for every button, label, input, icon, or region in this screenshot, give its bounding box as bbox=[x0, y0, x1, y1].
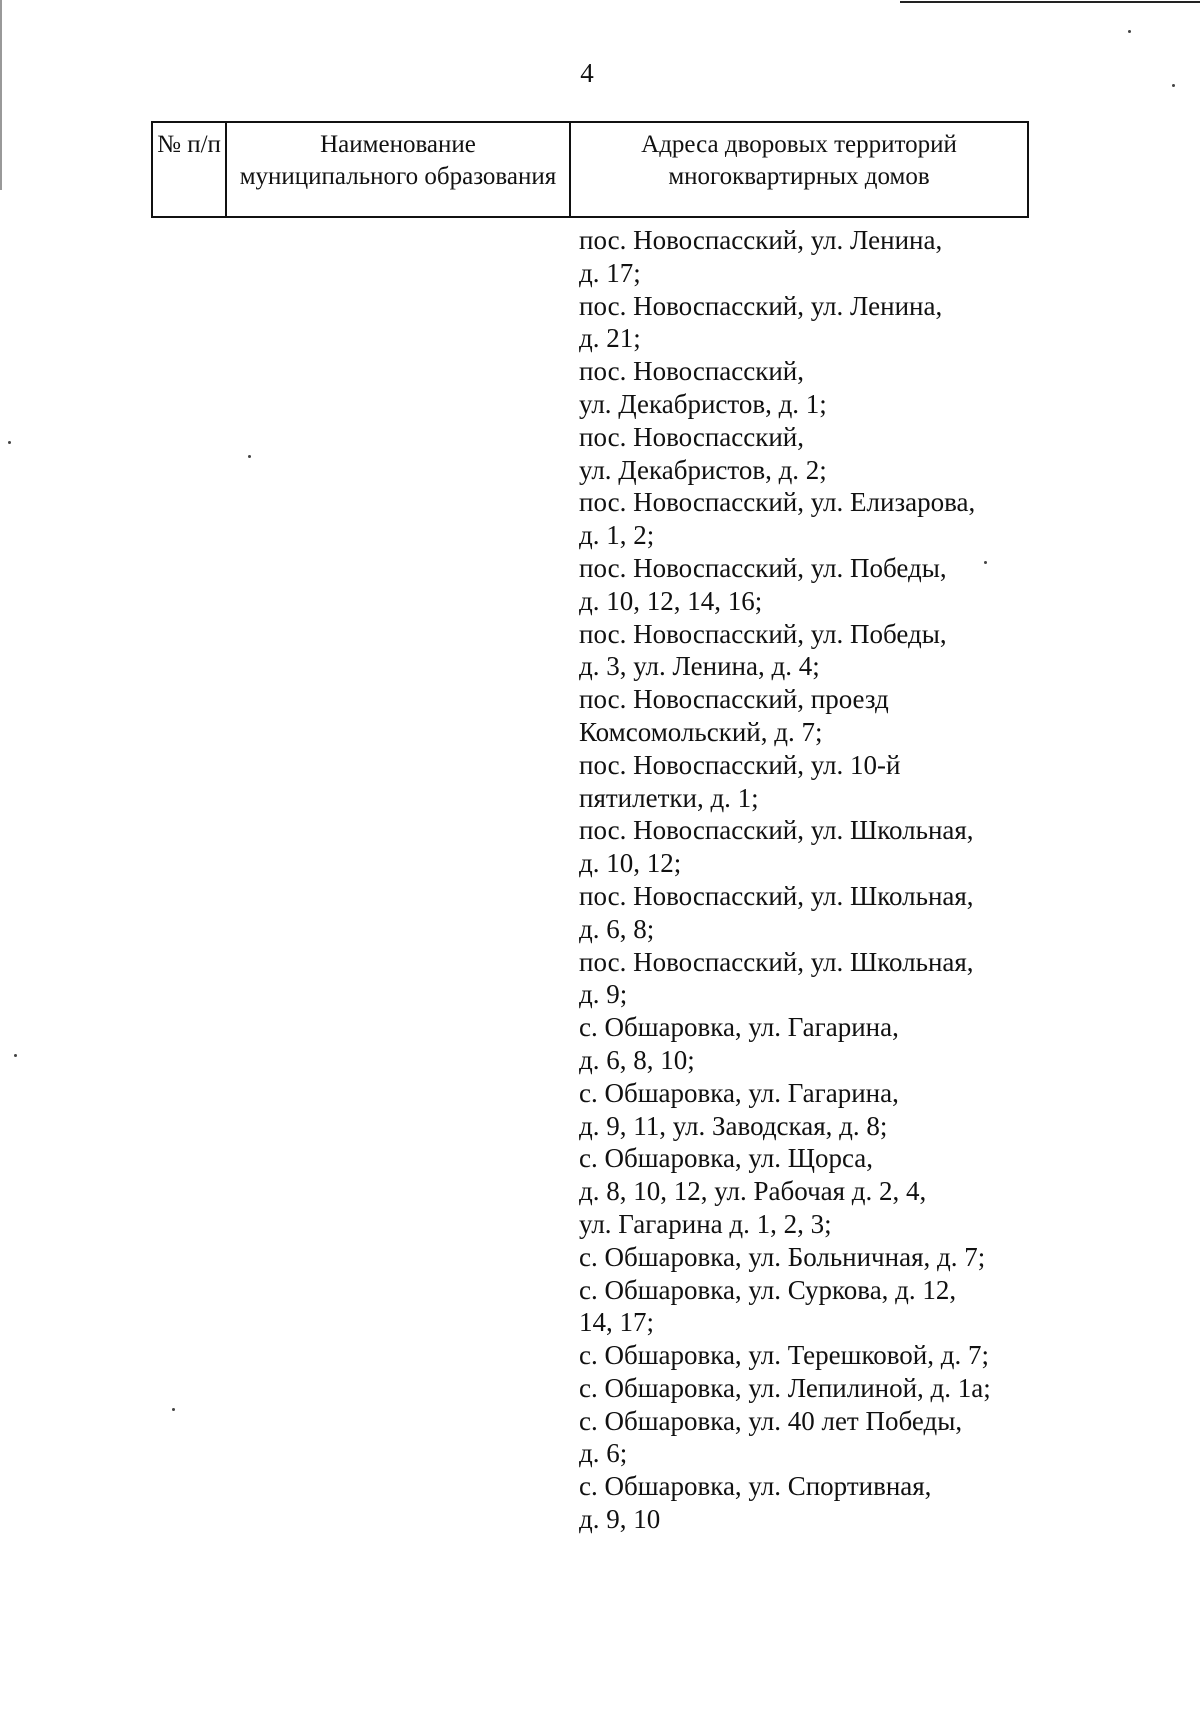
address-line: д. 10, 12, 14, 16; bbox=[579, 585, 763, 616]
address-line: с. Обшаровка, ул. Суркова, д. 12, bbox=[579, 1274, 957, 1305]
scan-speck bbox=[248, 455, 251, 458]
header-municipality: Наименование муниципального образования bbox=[226, 122, 570, 217]
scan-speck bbox=[1172, 84, 1175, 87]
scan-speck bbox=[8, 441, 11, 444]
address-line: д. 9; bbox=[579, 979, 628, 1010]
address-line: 14, 17; bbox=[579, 1307, 655, 1338]
scan-left-edge bbox=[0, 0, 2, 190]
header-number: № п/п bbox=[152, 122, 226, 217]
address-line: с. Обшаровка, ул. Гагарина, bbox=[579, 1012, 899, 1043]
top-edge-rule bbox=[900, 1, 1200, 3]
page-number: 4 bbox=[580, 58, 594, 88]
address-line: д. 17; bbox=[579, 257, 641, 288]
address-line: пос. Новоспасский, ул. Школьная, bbox=[579, 815, 974, 846]
scan-speck bbox=[14, 1054, 17, 1057]
address-line: пос. Новоспасский, ул. Елизарова, bbox=[579, 487, 976, 518]
address-line: ул. Декабристов, д. 2; bbox=[579, 454, 827, 485]
address-line: пос. Новоспасский, ул. Школьная, bbox=[579, 946, 974, 977]
address-line: д. 8, 10, 12, ул. Рабочая д. 2, 4, bbox=[579, 1176, 927, 1207]
address-line: пос. Новоспасский, bbox=[579, 421, 804, 452]
address-line: д. 9, 10 bbox=[579, 1504, 661, 1535]
address-line: пятилетки, д. 1; bbox=[579, 782, 759, 813]
address-line: ул. Гагарина д. 1, 2, 3; bbox=[579, 1208, 832, 1239]
address-line: с. Обшаровка, ул. Щорса, bbox=[579, 1143, 874, 1174]
address-line: с. Обшаровка, ул. Лепилиной, д. 1а; bbox=[579, 1372, 991, 1403]
address-line: д. 10, 12; bbox=[579, 848, 682, 879]
scan-speck bbox=[1128, 30, 1131, 33]
address-line: д. 1, 2; bbox=[579, 520, 655, 551]
address-line: д. 6, 8, 10; bbox=[579, 1044, 695, 1075]
table-header bbox=[151, 121, 1029, 218]
address-line: пос. Новоспасский, ул. 10-й bbox=[579, 749, 901, 780]
address-line: пос. Новоспасский, ул. Победы, bbox=[579, 618, 947, 649]
address-line: пос. Новоспасский, ул. Ленина, bbox=[579, 225, 943, 255]
address-line: д. 6, 8; bbox=[579, 913, 655, 944]
address-line: с. Обшаровка, ул. Гагарина, bbox=[579, 1077, 899, 1108]
address-line: с. Обшаровка, ул. 40 лет Победы, bbox=[579, 1405, 963, 1436]
address-line: с. Обшаровка, ул. Больничная, д. 7; bbox=[579, 1241, 986, 1272]
address-line: пос. Новоспасский, проезд bbox=[579, 684, 889, 715]
address-line: д. 3, ул. Ленина, д. 4; bbox=[579, 651, 820, 682]
address-line: д. 6; bbox=[579, 1438, 628, 1469]
header-addresses: Адреса дворовых территорий многоквартирных домов bbox=[570, 122, 1028, 217]
address-line: пос. Новоспасский, ул. Ленина, bbox=[579, 290, 943, 321]
address-line: Комсомольский, д. 7; bbox=[579, 716, 823, 747]
scan-speck bbox=[984, 561, 987, 564]
scan-speck bbox=[172, 1408, 175, 1411]
address-line: с. Обшаровка, ул. Спортивная, bbox=[579, 1471, 932, 1502]
address-line: пос. Новоспасский, ул. Школьная, bbox=[579, 880, 974, 911]
address-line: д. 9, 11, ул. Заводская, д. 8; bbox=[579, 1110, 888, 1141]
address-line: ул. Декабристов, д. 1; bbox=[579, 388, 827, 419]
address-list bbox=[579, 224, 1059, 1536]
address-line: с. Обшаровка, ул. Терешковой, д. 7; bbox=[579, 1340, 989, 1371]
address-line: пос. Новоспасский, ул. Победы, bbox=[579, 552, 947, 583]
address-line: д. 21; bbox=[579, 323, 641, 354]
address-line: пос. Новоспасский, bbox=[579, 356, 804, 387]
